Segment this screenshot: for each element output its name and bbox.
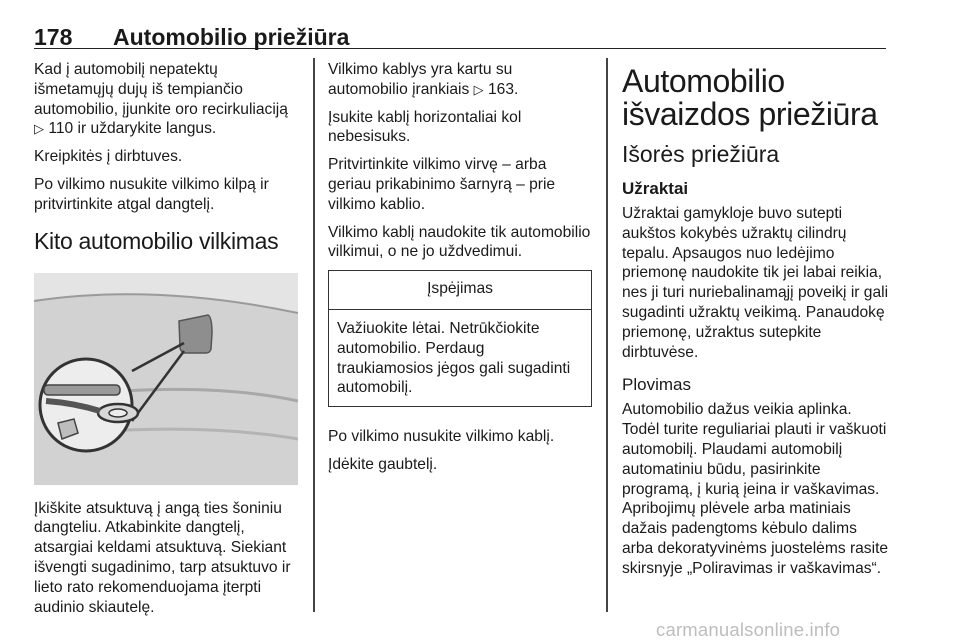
paragraph: Užraktai gamykloje buvo sutepti aukštos kokybės užraktų cilindrų tepalu. Apsaugos nuo ledėjimo priemonę naudokite tik jei labai reikia, nes ji turi nuriebalinamąjį poveikį ir gali sugadinti užraktų veikimą. Panaudokę priemonę, užraktus sutepkite dirbtuvėse. xyxy=(622,205,889,361)
paragraph: Pritvirtinkite vilkimo virvę – arba geriau prikabinimo šarnyrą – prie vilkimo kablio. xyxy=(328,156,556,213)
paragraph: Po vilkimo nusukite vilkimo kablį. xyxy=(328,428,555,446)
paragraph-text: Vilkimo kablys yra kartu su automobilio įrankiais xyxy=(328,61,513,98)
chapter-heading: Automobilio išvaizdos priežiūra xyxy=(622,63,878,132)
arrow-reference-icon[interactable]: ▷ xyxy=(473,81,484,97)
section-heading: Kito automobilio vilkimas xyxy=(34,227,279,254)
warning-box xyxy=(328,270,592,407)
page-number: 178 xyxy=(34,24,73,50)
page-title: Automobilio priežiūra xyxy=(113,24,350,50)
paragraph xyxy=(328,60,592,100)
arrow-reference-icon[interactable]: ▷ xyxy=(34,121,44,137)
column-2 xyxy=(328,60,592,483)
column-1 xyxy=(34,60,299,625)
paragraph: Automobilio dažus veikia aplinka. Todėl turite reguliariai plauti ir vaškuoti automobilį. Plaudami automobilį automatiniu būdu, pasirinkite programą, į kurią įeina ir vaškavimas. Apribojimų plėvele arba matiniais dažais padengtoms kėbulo dalims arba dekoratyvinėms juostelėms rasite skirsnyje „Poliravimas ir vaškavimas“. xyxy=(622,401,889,577)
paragraph: Įkiškite atsuktuvą į angą ties šoniniu dangteliu. Atkabinkite dangtelį, atsargiai keldami atsuktuvą. Siekiant išvengti sugadinimo, tarp atsuktuvo ir lieto rato rekomenduojama įterpti audinio skiautelę. xyxy=(34,499,291,616)
towing-eye-cover-illustration xyxy=(34,273,298,485)
column-divider xyxy=(606,58,608,612)
subsection-heading: Plovimas xyxy=(622,375,691,395)
paragraph: Įsukite kablį horizontaliai kol nebesisuks. xyxy=(328,108,522,146)
paragraph: Po vilkimo nusukite vilkimo kilpą ir pritvirtinkite atgal dangtelį. xyxy=(34,175,269,213)
warning-text: Važiuokite lėtai. Netrūkčiokite automobilio. Perdaug traukiamosios jėgos gali sugadinti automobilį. xyxy=(337,319,571,397)
column-3 xyxy=(622,60,890,587)
page-header xyxy=(34,14,886,49)
page-reference[interactable]: 163. xyxy=(487,80,519,98)
column-divider xyxy=(313,58,315,612)
watermark: carmanualsonline.info xyxy=(656,619,841,640)
paragraph xyxy=(34,60,299,139)
paragraph-text: Kad į automobilį nepatektų išmetamųjų dujų iš tempiančio automobilio, įjunkite oro recirkuliaciją xyxy=(34,61,288,118)
warning-title: Įspėjimas xyxy=(329,271,591,310)
paragraph: Vilkimo kablį naudokite tik automobilio vilkimui, o ne jo uždvedimui. xyxy=(328,223,591,261)
paragraph: Įdėkite gaubtelį. xyxy=(328,455,438,473)
page-reference[interactable]: 110 xyxy=(48,120,74,138)
paragraph-text: ir uždarykite langus. xyxy=(73,120,217,138)
section-heading: Išorės priežiūra xyxy=(622,141,780,167)
subsection-heading: Užraktai xyxy=(622,179,689,198)
paragraph: Kreipkitės į dirbtuves. xyxy=(34,148,183,166)
